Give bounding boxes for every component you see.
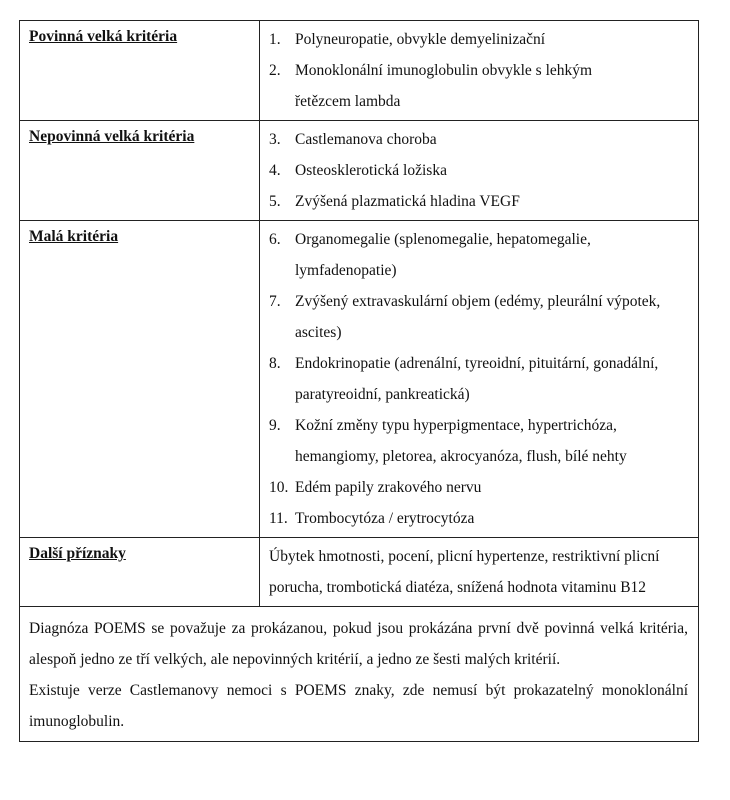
item-text: Endokrinopatie (adrenální, tyreoidní, pituitární, gonadální, paratyreoidní, pankreatická) bbox=[295, 355, 659, 403]
item-text: Polyneuropatie, obvykle demyelinizační bbox=[295, 31, 546, 48]
item-number: 4. bbox=[269, 162, 281, 179]
item-number: 6. bbox=[269, 231, 281, 248]
table-row bbox=[20, 21, 699, 121]
section-items-cell bbox=[260, 121, 699, 221]
other-symptoms-text: Úbytek hmotnosti, pocení, plicní hypertenze, restriktivní plicní porucha, trombotická diatéza, snížená hodnota vitaminu B12 bbox=[269, 548, 660, 596]
list-item bbox=[269, 186, 690, 217]
criteria-list bbox=[269, 24, 690, 117]
section-items-cell bbox=[260, 221, 699, 538]
criteria-list bbox=[269, 224, 690, 534]
list-item bbox=[269, 155, 690, 186]
list-item bbox=[269, 472, 690, 503]
list-item bbox=[269, 286, 690, 348]
list-item bbox=[269, 55, 690, 117]
item-number: 7. bbox=[269, 293, 281, 310]
section-label-cell bbox=[20, 121, 260, 221]
list-item bbox=[269, 410, 690, 472]
diagnosis-note-paragraph: Diagnóza POEMS se považuje za prokázanou, pokud jsou prokázána první dvě povinná velká kritéria, alespoň jedno ze tří velkých, ale nepovinných kritérií, a jedno ze šesti malých kritérií. bbox=[29, 620, 688, 668]
item-text: Castlemanova choroba bbox=[295, 131, 437, 148]
list-item bbox=[269, 348, 690, 410]
table-row bbox=[20, 607, 699, 742]
list-item bbox=[269, 24, 690, 55]
item-number: 5. bbox=[269, 193, 281, 210]
item-text: Trombocytóza / erytrocytóza bbox=[295, 510, 475, 527]
diagnosis-note-cell bbox=[20, 607, 699, 742]
section-items-cell bbox=[260, 538, 699, 607]
list-item bbox=[269, 124, 690, 155]
item-number: 11. bbox=[269, 510, 288, 527]
item-number: 10. bbox=[269, 479, 289, 496]
item-number: 2. bbox=[269, 62, 281, 79]
item-number: 1. bbox=[269, 31, 281, 48]
item-number: 8. bbox=[269, 355, 281, 372]
item-text: Osteosklerotická ložiska bbox=[295, 162, 447, 179]
criteria-list bbox=[269, 124, 690, 217]
table-row bbox=[20, 538, 699, 607]
section-label-optional-major: Nepovinná velká kritéria bbox=[29, 128, 195, 145]
section-label-cell bbox=[20, 538, 260, 607]
list-item bbox=[269, 503, 690, 534]
item-text: Kožní změny typu hyperpigmentace, hypertrichóza, hemangiomy, pletorea, akrocyanóza, flush, bílé nehty bbox=[295, 417, 627, 465]
item-text: Organomegalie (splenomegalie, hepatomegalie, lymfadenopatie) bbox=[295, 231, 591, 279]
item-text: Monoklonální imunoglobulin obvykle s lehkým řetězcem lambda bbox=[295, 62, 593, 110]
item-number: 9. bbox=[269, 417, 281, 434]
item-text: Zvýšená plazmatická hladina VEGF bbox=[295, 193, 520, 210]
castleman-note-paragraph: Existuje verze Castlemanovy nemoci s POEMS znaky, zde nemusí být prokazatelný monoklonální imunoglobulin. bbox=[29, 682, 688, 730]
poems-criteria-table bbox=[19, 20, 699, 742]
item-text: Zvýšený extravaskulární objem (edémy, pleurální výpotek, ascites) bbox=[295, 293, 661, 341]
section-label-cell bbox=[20, 221, 260, 538]
section-label-other-symptoms: Další příznaky bbox=[29, 545, 126, 562]
section-items-cell bbox=[260, 21, 699, 121]
table-row bbox=[20, 221, 699, 538]
section-label-mandatory-major: Povinná velká kritéria bbox=[29, 28, 178, 45]
item-text: Edém papily zrakového nervu bbox=[295, 479, 482, 496]
section-label-minor: Malá kritéria bbox=[29, 228, 119, 245]
item-number: 3. bbox=[269, 131, 281, 148]
list-item bbox=[269, 224, 690, 286]
table-row bbox=[20, 121, 699, 221]
section-label-cell bbox=[20, 21, 260, 121]
